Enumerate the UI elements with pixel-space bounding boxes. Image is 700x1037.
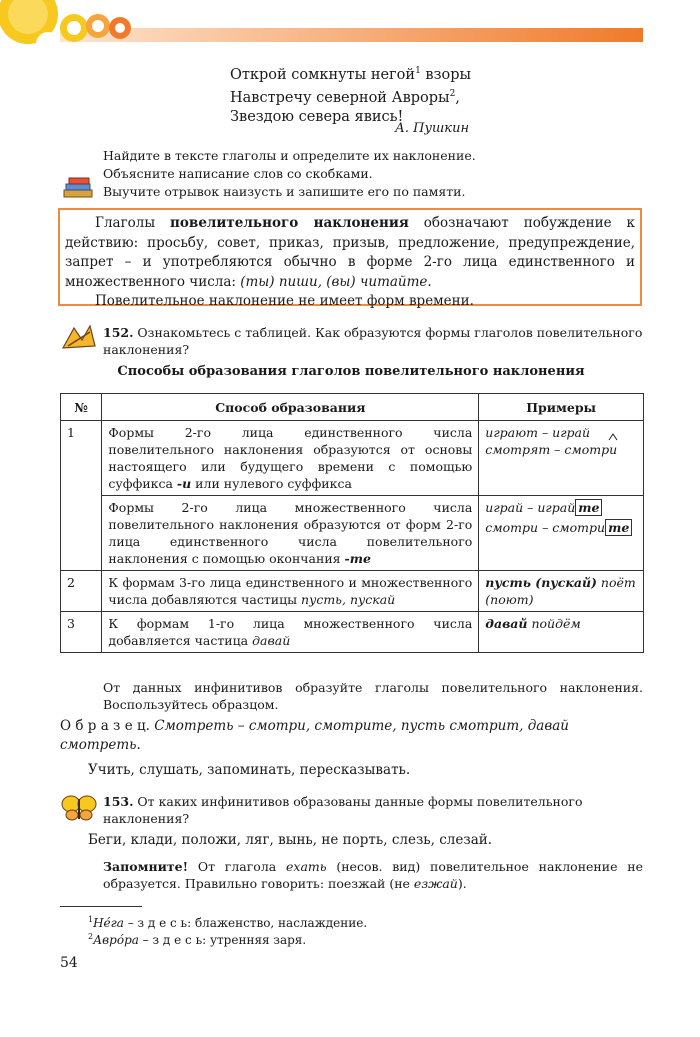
- table-row: [61, 421, 644, 496]
- formation-table: [60, 393, 644, 653]
- poem-line-2: Навстречу северной Авроры$^2$,: [230, 88, 460, 106]
- pen-exercise-icon: [60, 322, 98, 352]
- table-header-number: №: [61, 394, 102, 421]
- rule-paragraph-1: Глаголы повелительного наклонения обозначают побуждение к действию: просьбу, совет, приказ, призыв, предложение, предупреждение, запрет – и употребляются обычно в форме 2-го лица единственного и множественного числа: (ты) пиши, (вы) читайте.: [65, 215, 635, 290]
- exercise-153-text: От каких инфинитивов образованы данные формы повелительного наклонения?: [103, 794, 583, 826]
- zero-suffix-mark: [608, 433, 618, 441]
- table-row: [61, 612, 644, 653]
- table-cell-examples: играй – играй те смотри – смотри те: [479, 496, 644, 571]
- ending-box: те: [575, 499, 602, 516]
- remember-note: Запомните! От глагола ехать (несов. вид) повелительное наклонение не образуется. Правильно говорить: поезжай (не езжай).: [103, 859, 643, 891]
- table-cell-examples: давай пойдём: [479, 612, 644, 653]
- instruction-imperative: От данных инфинитивов образуйте глаголы повелительного наклонения. Воспользуйтесь образцом.: [103, 680, 643, 712]
- table-cell-method: Формы 2-го лица множественного числа повелительного наклонения образуются от форм 2-го лица единственного числа повелительного наклонения с помощью окончания -те: [102, 496, 479, 571]
- poem-author: А. Пушкин: [395, 121, 470, 136]
- ending-box: те: [605, 519, 632, 536]
- table-header-examples: Примеры: [479, 394, 644, 421]
- rule-box: [58, 208, 642, 309]
- exercise-152-text: Ознакомьтесь с таблицей. Как образуются формы глаголов повелительного наклонения?: [103, 325, 643, 357]
- word-list: Учить, слушать, запоминать, пересказывать.: [88, 762, 411, 778]
- task-find-verbs: Найдите в тексте глаголы и определите их наклонение.: [103, 148, 476, 163]
- butterfly-icon: [60, 793, 98, 823]
- table-cell-examples: пусть (пускай) поёт (поют): [479, 571, 644, 612]
- sample-label: О б р а з е ц.: [60, 718, 150, 734]
- exercise-153: [103, 793, 643, 827]
- table-row: [61, 571, 644, 612]
- sample-text: Смотреть – смотри, смотрите, пусть смотрит, давай смотреть.: [60, 718, 569, 753]
- exercise-152: [103, 324, 643, 358]
- task-memorize: Выучите отрывок наизусть и запишите его по памяти.: [103, 184, 466, 199]
- page-number: 54: [60, 955, 78, 971]
- table-cell-method: К формам 1-го лица множественного числа добавляется частица давай: [102, 612, 479, 653]
- header-decoration: [0, 0, 700, 60]
- table-header-row: [61, 394, 644, 421]
- footnote-2: $^2$Аврóра – з д е с ь: утренняя заря.: [88, 932, 307, 947]
- task-explain-brackets: Объясните написание слов со скобками.: [103, 166, 373, 181]
- footnote-1: $^1$Нéга – з д е с ь: блаженство, наслаждение.: [88, 915, 368, 930]
- poem: [230, 62, 471, 127]
- sample: [60, 717, 644, 755]
- exercise-152-number: 152.: [103, 325, 134, 340]
- table-cell-examples: играют – играй смотрят – смотри: [479, 421, 644, 496]
- poem-line-3: Звездою севера явись!: [230, 108, 404, 125]
- table-cell-number: 2: [61, 571, 102, 612]
- rule-paragraph-2: Повелительное наклонение не имеет форм времени.: [95, 293, 474, 309]
- table-header-method: Способ образования: [102, 394, 479, 421]
- poem-line-1: Открой сомкнуты негой$^1$ взоры: [230, 66, 472, 83]
- books-icon: [62, 176, 96, 200]
- table-cell-method: Формы 2-го лица единственного числа повелительного наклонения образуются от основы настоящего или будущего времени с помощью суффикса -и или нулевого суффикса: [102, 421, 479, 496]
- footnote-separator: [60, 906, 142, 907]
- imperative-forms-list: Беги, клади, положи, ляг, вынь, не порть, слезь, слезай.: [88, 832, 493, 848]
- table-row: [61, 496, 644, 571]
- exercise-153-number: 153.: [103, 794, 134, 809]
- table-cell-number: 1: [61, 421, 102, 571]
- table-cell-method: К формам 3-го лица единственного и множественного числа добавляются частицы пусть, пускай: [102, 571, 479, 612]
- table-title: Способы образования глаголов повелительного наклонения: [117, 364, 585, 379]
- table-cell-number: 3: [61, 612, 102, 653]
